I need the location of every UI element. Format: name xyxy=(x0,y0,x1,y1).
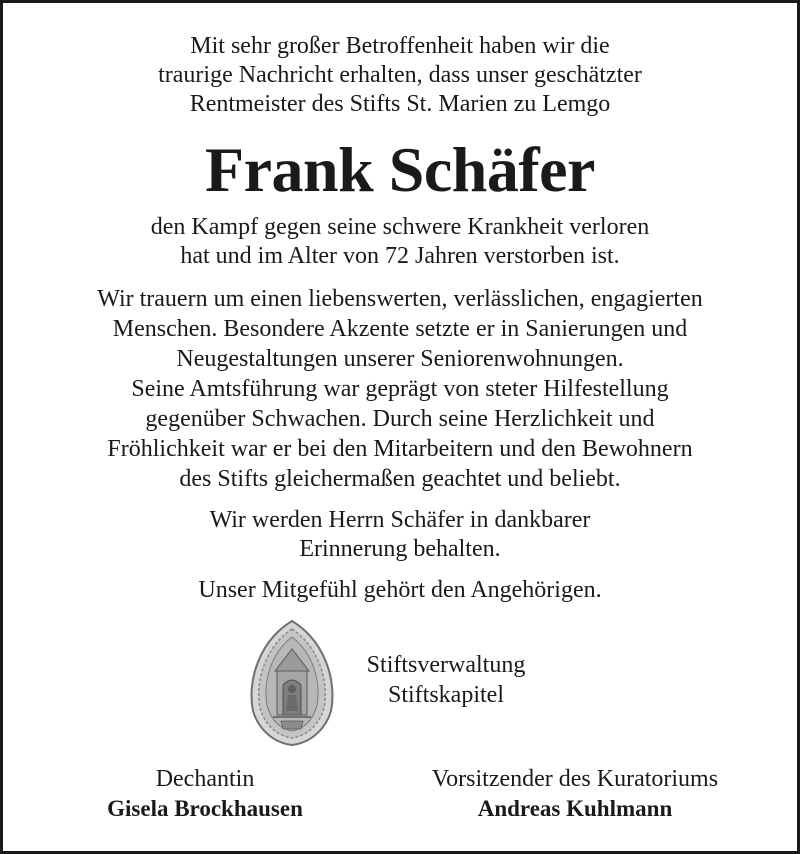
signature-role: Dechantin xyxy=(155,766,255,792)
tribute-line: Seine Amtsführung war geprägt von steter Hilfestellung xyxy=(131,376,669,402)
statement-line: den Kampf gegen seine schwere Krankheit verloren xyxy=(150,214,650,240)
administration-line: Stiftsverwaltung xyxy=(366,652,526,678)
seal-icon xyxy=(245,619,339,747)
tribute-line: Wir trauern um einen liebenswerten, verlässlichen, engagierten xyxy=(97,286,703,312)
administration-block xyxy=(348,650,544,710)
remembrance-line: Wir werden Herrn Schäfer in dankbarer xyxy=(209,507,591,533)
signature-name: Andreas Kuhlmann xyxy=(477,796,673,821)
intro-line: Mit sehr großer Betroffenheit haben wir die xyxy=(190,33,610,59)
statement-line: hat und im Alter von 72 Jahren verstorben ist. xyxy=(180,243,620,269)
remembrance-text xyxy=(0,506,800,564)
intro-text xyxy=(0,32,800,119)
tribute-line: Neugestaltungen unserer Seniorenwohnungen. xyxy=(176,346,624,372)
statement-text xyxy=(0,213,800,271)
tribute-line: des Stifts gleichermaßen geachtet und beliebt. xyxy=(179,466,621,492)
tribute-line: Menschen. Besondere Akzente setzte er in Sanierungen und xyxy=(112,316,688,342)
signature-role: Vorsitzender des Kuratoriums xyxy=(431,766,719,792)
condolence-text xyxy=(0,576,800,605)
signature-left xyxy=(70,764,340,824)
intro-line: Rentmeister des Stifts St. Marien zu Lemgo xyxy=(189,91,611,117)
deceased-name: Frank Schäfer xyxy=(205,134,595,205)
tribute-line: Fröhlichkeit war er bei den Mitarbeitern und den Bewohnern xyxy=(107,436,693,462)
administration-line: Stiftskapitel xyxy=(388,682,504,708)
signature-right xyxy=(390,764,760,824)
tribute-line: gegenüber Schwachen. Durch seine Herzlichkeit und xyxy=(145,406,655,432)
condolence-line: Unser Mitgefühl gehört den Angehörigen. xyxy=(198,577,602,603)
intro-line: traurige Nachricht erhalten, dass unser geschätzter xyxy=(158,62,642,88)
signature-name: Gisela Brockhausen xyxy=(107,796,303,821)
tribute-text xyxy=(0,284,800,494)
remembrance-line: Erinnerung behalten. xyxy=(299,536,501,562)
